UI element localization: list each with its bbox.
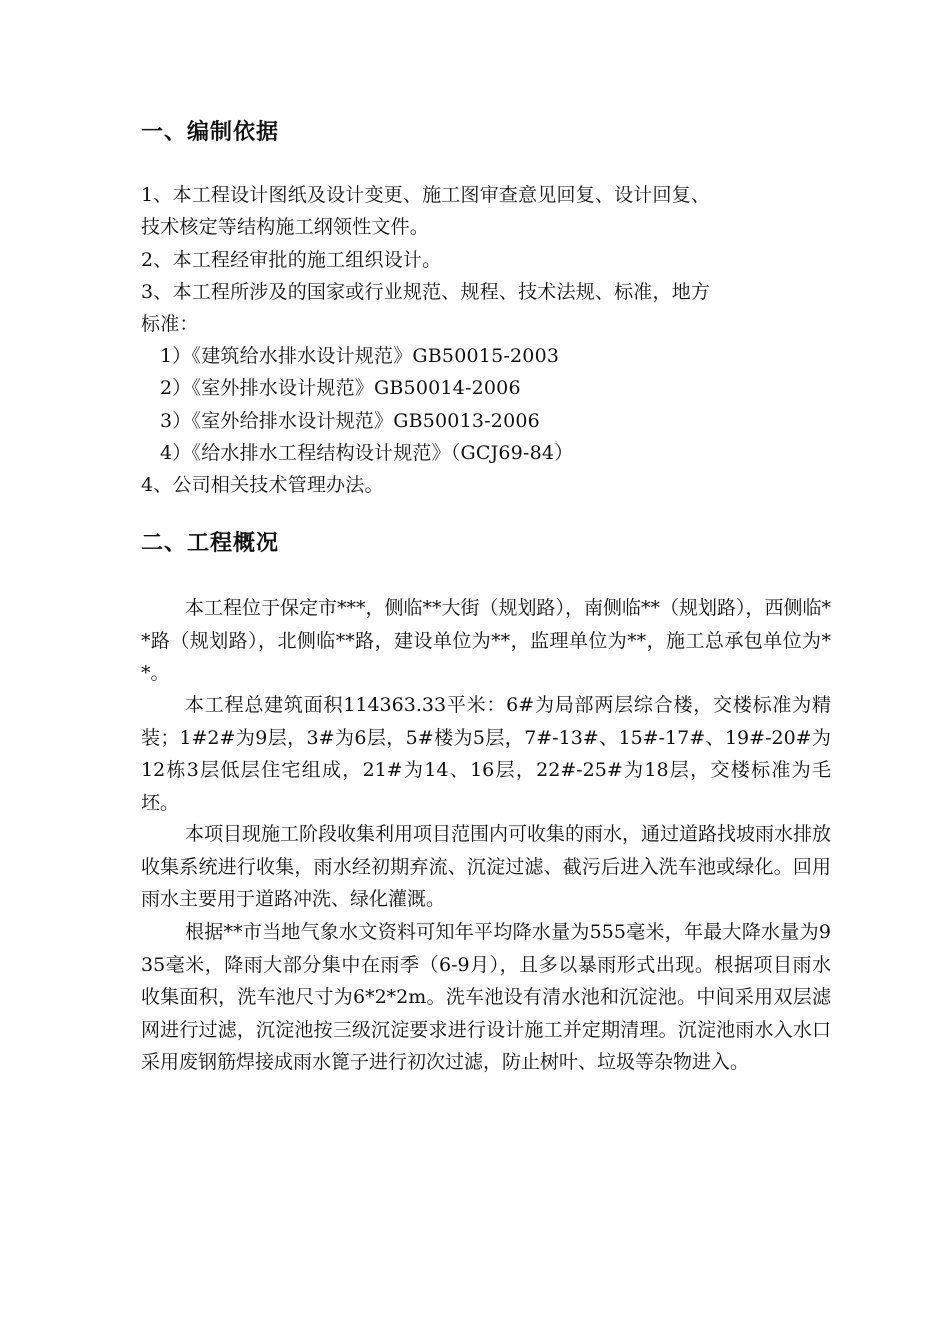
overview-paragraph-location: 本工程位于保定市***，侧临**大街（规划路），南侧临**（规划路），西侧临**路（规划路），北侧临**路，建设单位为**，监理单位为**，施工总承包单位为**。 <box>141 597 832 684</box>
overview-paragraph-climate: 根据**市当地气象水文资料可知年平均降水量为555毫米，年最大降水量为935毫米，降雨大部分集中在雨季（6-9月），且多以暴雨形式出现。根据项目雨水收集面积，洗车池尺寸为6*2*2m。洗车池设有清水池和沉淀池。中间采用双层滤网进行过滤，沉淀池按三级沉淀要求进行设计施工并定期清理。沉淀池雨水入水口采用废钢筋焊接成雨水篦子进行初次过滤，防止树叶、垃圾等杂物进入。 <box>141 921 831 1073</box>
overview-paragraph-area: 本工程总建筑面积114363.33平米：6#为局部两层综合楼，交楼标准为精装；1#2#为9层，3#为6层，5#楼为5层，7#-13#、15#-17#、19#-20#为12栋3层低层住宅组成，21#为14、16层，22#-25#为18层，交楼标准为毛坯。 <box>141 694 831 814</box>
section-heading-overview: 二、工程概况 <box>141 531 280 556</box>
section-heading-basis: 一、编制依据 <box>141 120 280 145</box>
basis-item-3-line-2: 标准： <box>141 313 199 335</box>
basis-item-4: 4、公司相关技术管理办法。 <box>141 474 384 496</box>
standard-item-3: 3）《室外给排水设计规范》GB50013-2006 <box>160 410 540 432</box>
standard-item-2: 2）《室外排水设计规范》GB50014-2006 <box>160 377 521 399</box>
basis-item-2: 2、本工程经审批的施工组织设计。 <box>141 249 442 271</box>
basis-item-1-line-2: 技术核定等结构施工纲领性文件。 <box>141 216 430 238</box>
basis-item-1-line-1: 1、本工程设计图纸及设计变更、施工图审查意见回复、设计回复、 <box>141 184 711 206</box>
standard-item-1: 1）《建筑给水排水设计规范》GB50015-2003 <box>160 345 560 367</box>
standard-item-4: 4）《给水排水工程结构设计规范》（GCJ69-84） <box>160 442 574 464</box>
basis-item-3-line-1: 3、本工程所涉及的国家或行业规范、规程、技术法规、标准，地方 <box>141 281 711 303</box>
overview-paragraph-rainwater: 本项目现施工阶段收集利用项目范围内可收集的雨水，通过道路找坡雨水排放收集系统进行收集，雨水经初期弃流、沉淀过滤、截污后进入洗车池或绿化。回用雨水主要用于道路冲洗、绿化灌溉。 <box>141 823 832 910</box>
